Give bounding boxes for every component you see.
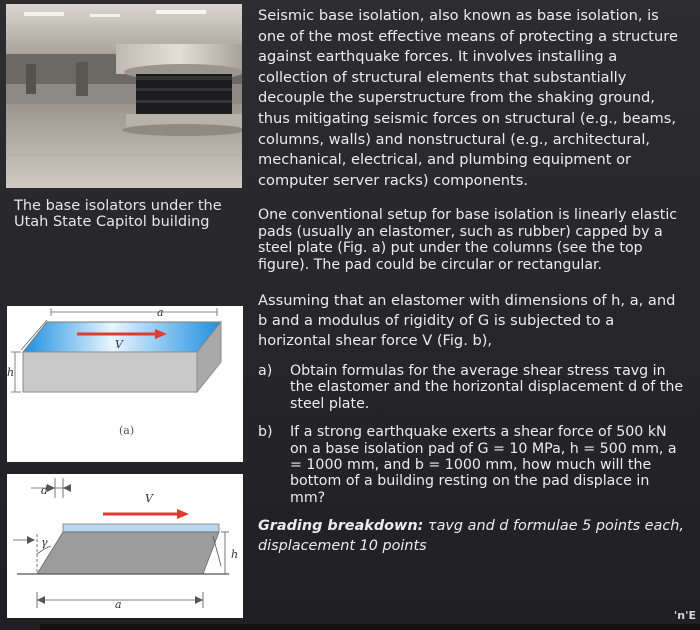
grading-heading: Grading breakdown:	[258, 518, 424, 535]
figure-a-label-v: V	[115, 338, 123, 351]
question-b-label: b)	[258, 424, 273, 441]
figure-a-label-a: a	[157, 306, 164, 319]
photo-caption: The base isolators under the Utah State Capitol building	[14, 198, 222, 230]
question-a-label: a)	[258, 362, 273, 379]
figure-b-label-h: h	[231, 548, 239, 561]
question-b	[258, 424, 688, 506]
figure-a-label-h: h	[7, 366, 15, 379]
figure-a	[7, 306, 243, 462]
question-b-text: If a strong earthquake exerts a shear force of 500 kN on a base isolation pad of G = 10 MPa, h = 500 mm, a = 1000 mm, and b = 1000 mm, how much will the bottom of a building resting on the pad displace in mm?	[290, 424, 677, 506]
question-a-text: Obtain formulas for the average shear stress τavg in the elastomer and the horizontal displacement d of the steel plate.	[290, 362, 684, 412]
base-isolator-photo	[6, 4, 242, 188]
problem-text	[258, 6, 688, 556]
grading-breakdown	[258, 516, 688, 556]
screen-bottom-edge	[40, 624, 700, 630]
corner-mark: 'n'E	[673, 609, 696, 622]
figure-b-label-v: V	[145, 492, 153, 505]
question-a	[258, 363, 688, 412]
intro-paragraph: Seismic base isolation, also known as base isolation, is one of the most effective means of protecting a structure against earthquake forces. It involves installing a collection of structural elements that substantially decouple the superstructure from the shaking ground, thus mitigating seismic forces on structural (e.g., beams, columns, walls) and nonstructural (e.g., architectural, mechanical, electrical, and plumbing equipment or computer server racks) components.	[258, 7, 678, 189]
figure-b-label-a: a	[115, 598, 122, 611]
figure-b	[7, 474, 243, 618]
figure-b-label-gamma: γ	[41, 536, 48, 549]
setup-paragraph: One conventional setup for base isolation is linearly elastic pads (usually an elastomer, such as rubber) capped by a steel plate (Fig. a) put under the columns (see the top figure). The pad could be circular or rectangular.	[258, 207, 678, 273]
figure-b-label-d: d	[41, 484, 49, 497]
figure-a-caption: (a)	[119, 424, 135, 437]
assumption-paragraph: Assuming that an elastomer with dimensions of h, a, and b and a modulus of rigidity of G is subjected to a horizontal shear force V (Fig. b),	[258, 291, 676, 349]
grading-text: τavg and d formulae 5 points each, displacement 10 points	[258, 518, 684, 555]
